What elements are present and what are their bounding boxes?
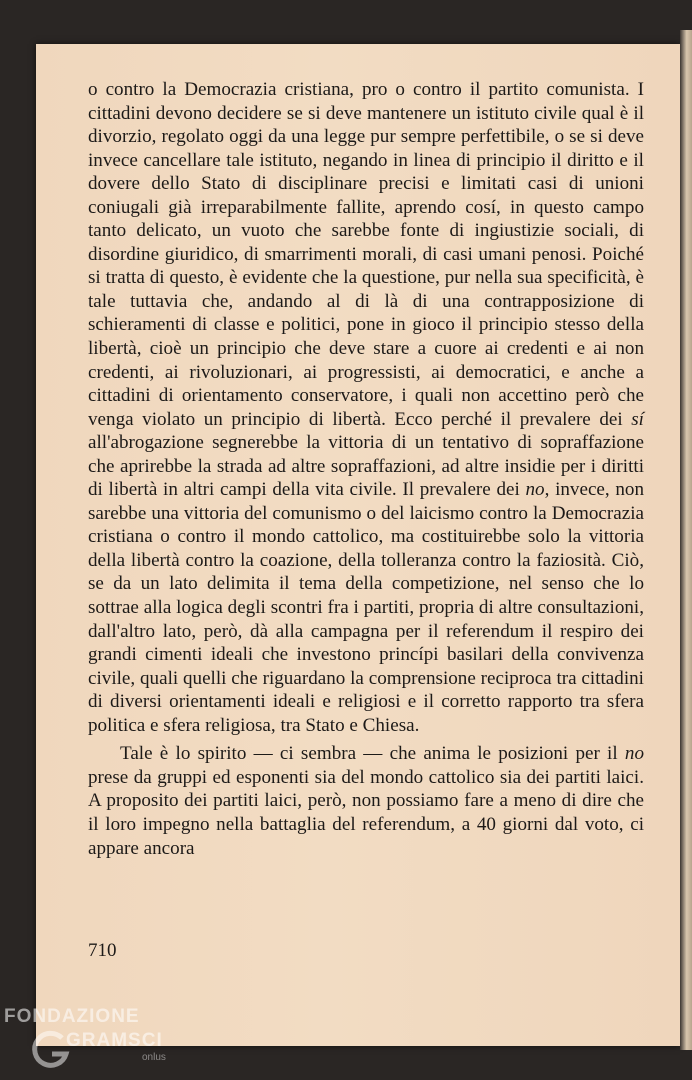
page-edge: [680, 30, 692, 1050]
italic-text: no: [624, 743, 644, 765]
italic-text: sí: [631, 408, 644, 430]
text-run: all'abrogazione segnerebbe la vittoria di un tentativo di sopraffazione che aprirebbe la strada ad altre sopraffazioni, ad altre insidie per i diritti di libertà in altri campi della vita civile. Il prevalere dei: [88, 432, 644, 501]
page-number: 710: [88, 940, 117, 961]
archive-watermark: [4, 1000, 204, 1080]
paragraph: [88, 742, 644, 860]
paragraph: [88, 78, 644, 737]
text-run: , invece, non sarebbe una vittoria del comunismo o del laicismo contro la Democrazia cristiana o contro il mondo cattolico, ma costituirebbe solo la vittoria della libertà contro la coazione, della tolleranza contro la faziosità. Ciò, se da un lato delimita il tema della competizione, nel senso che lo sottrae alla logica degli scontri fra i partiti, propria di altre consultazioni, dall'altro lato, però, dà alla campagna per il referendum il respiro dei grandi cimenti ideali che investono princípi basilari della convivenza civile, quali quelli che riguardano la comprensione reciproca tra cittadini di diversi orientamenti ideali e religiosi e il corretto rapporto tra sfera politica e sfera religiosa, tra Stato e Chiesa.: [88, 479, 645, 736]
watermark-line-2: GRAMSCI: [66, 1030, 163, 1051]
text-run: o contro la Democrazia cristiana, pro o contro il partito comunista. I cittadini devono decidere se si deve mantenere un istituto civile qual è il divorzio, regolato oggi da una legge pur sempre perfettibile, o se si deve invece cancellare tale istituto, negando in linea di principio il diritto e il dovere dello Stato di disciplinare precisi e limitati casi di unioni coniugali già irreparabilmente fallite, aprendo cosí, in questo campo tanto delicato, un vuoto che sarebbe fonte di ingiustizie sociali, di disordine giuridico, di smarrimenti morali, di casi umani penosi. Poiché si tratta di questo, è evidente che la questione, pur nella sua specificità, è tale tuttavia che, andando al di là di una contrapposizione di schieramenti di classe e politici, pone in gioco il principio stesso della libertà, cioè un principio che deve stare a cuore ai credenti e ai non credenti, ai rivoluzionari, ai progressisti, ai democratici, e anche a cittadini di orientamento conservatore, i quali non accettino però che venga violato un principio di libertà. Ecco perché il prevalere dei: [88, 79, 644, 430]
watermark-line-1: FONDAZIONE: [4, 1006, 140, 1027]
watermark-small-text: onlus: [142, 1052, 166, 1063]
text-run: Tale è lo spirito — ci sembra — che anima le posizioni per il: [120, 743, 625, 765]
italic-text: no: [525, 479, 545, 501]
body-text: [88, 78, 644, 860]
text-run: prese da gruppi ed esponenti sia del mondo cattolico sia dei partiti laici. A proposito dei partiti laici, però, non possiamo fare a meno di dire che il loro impegno nella battaglia del referendum, a 40 giorni dal voto, ci appare ancora: [88, 766, 644, 859]
